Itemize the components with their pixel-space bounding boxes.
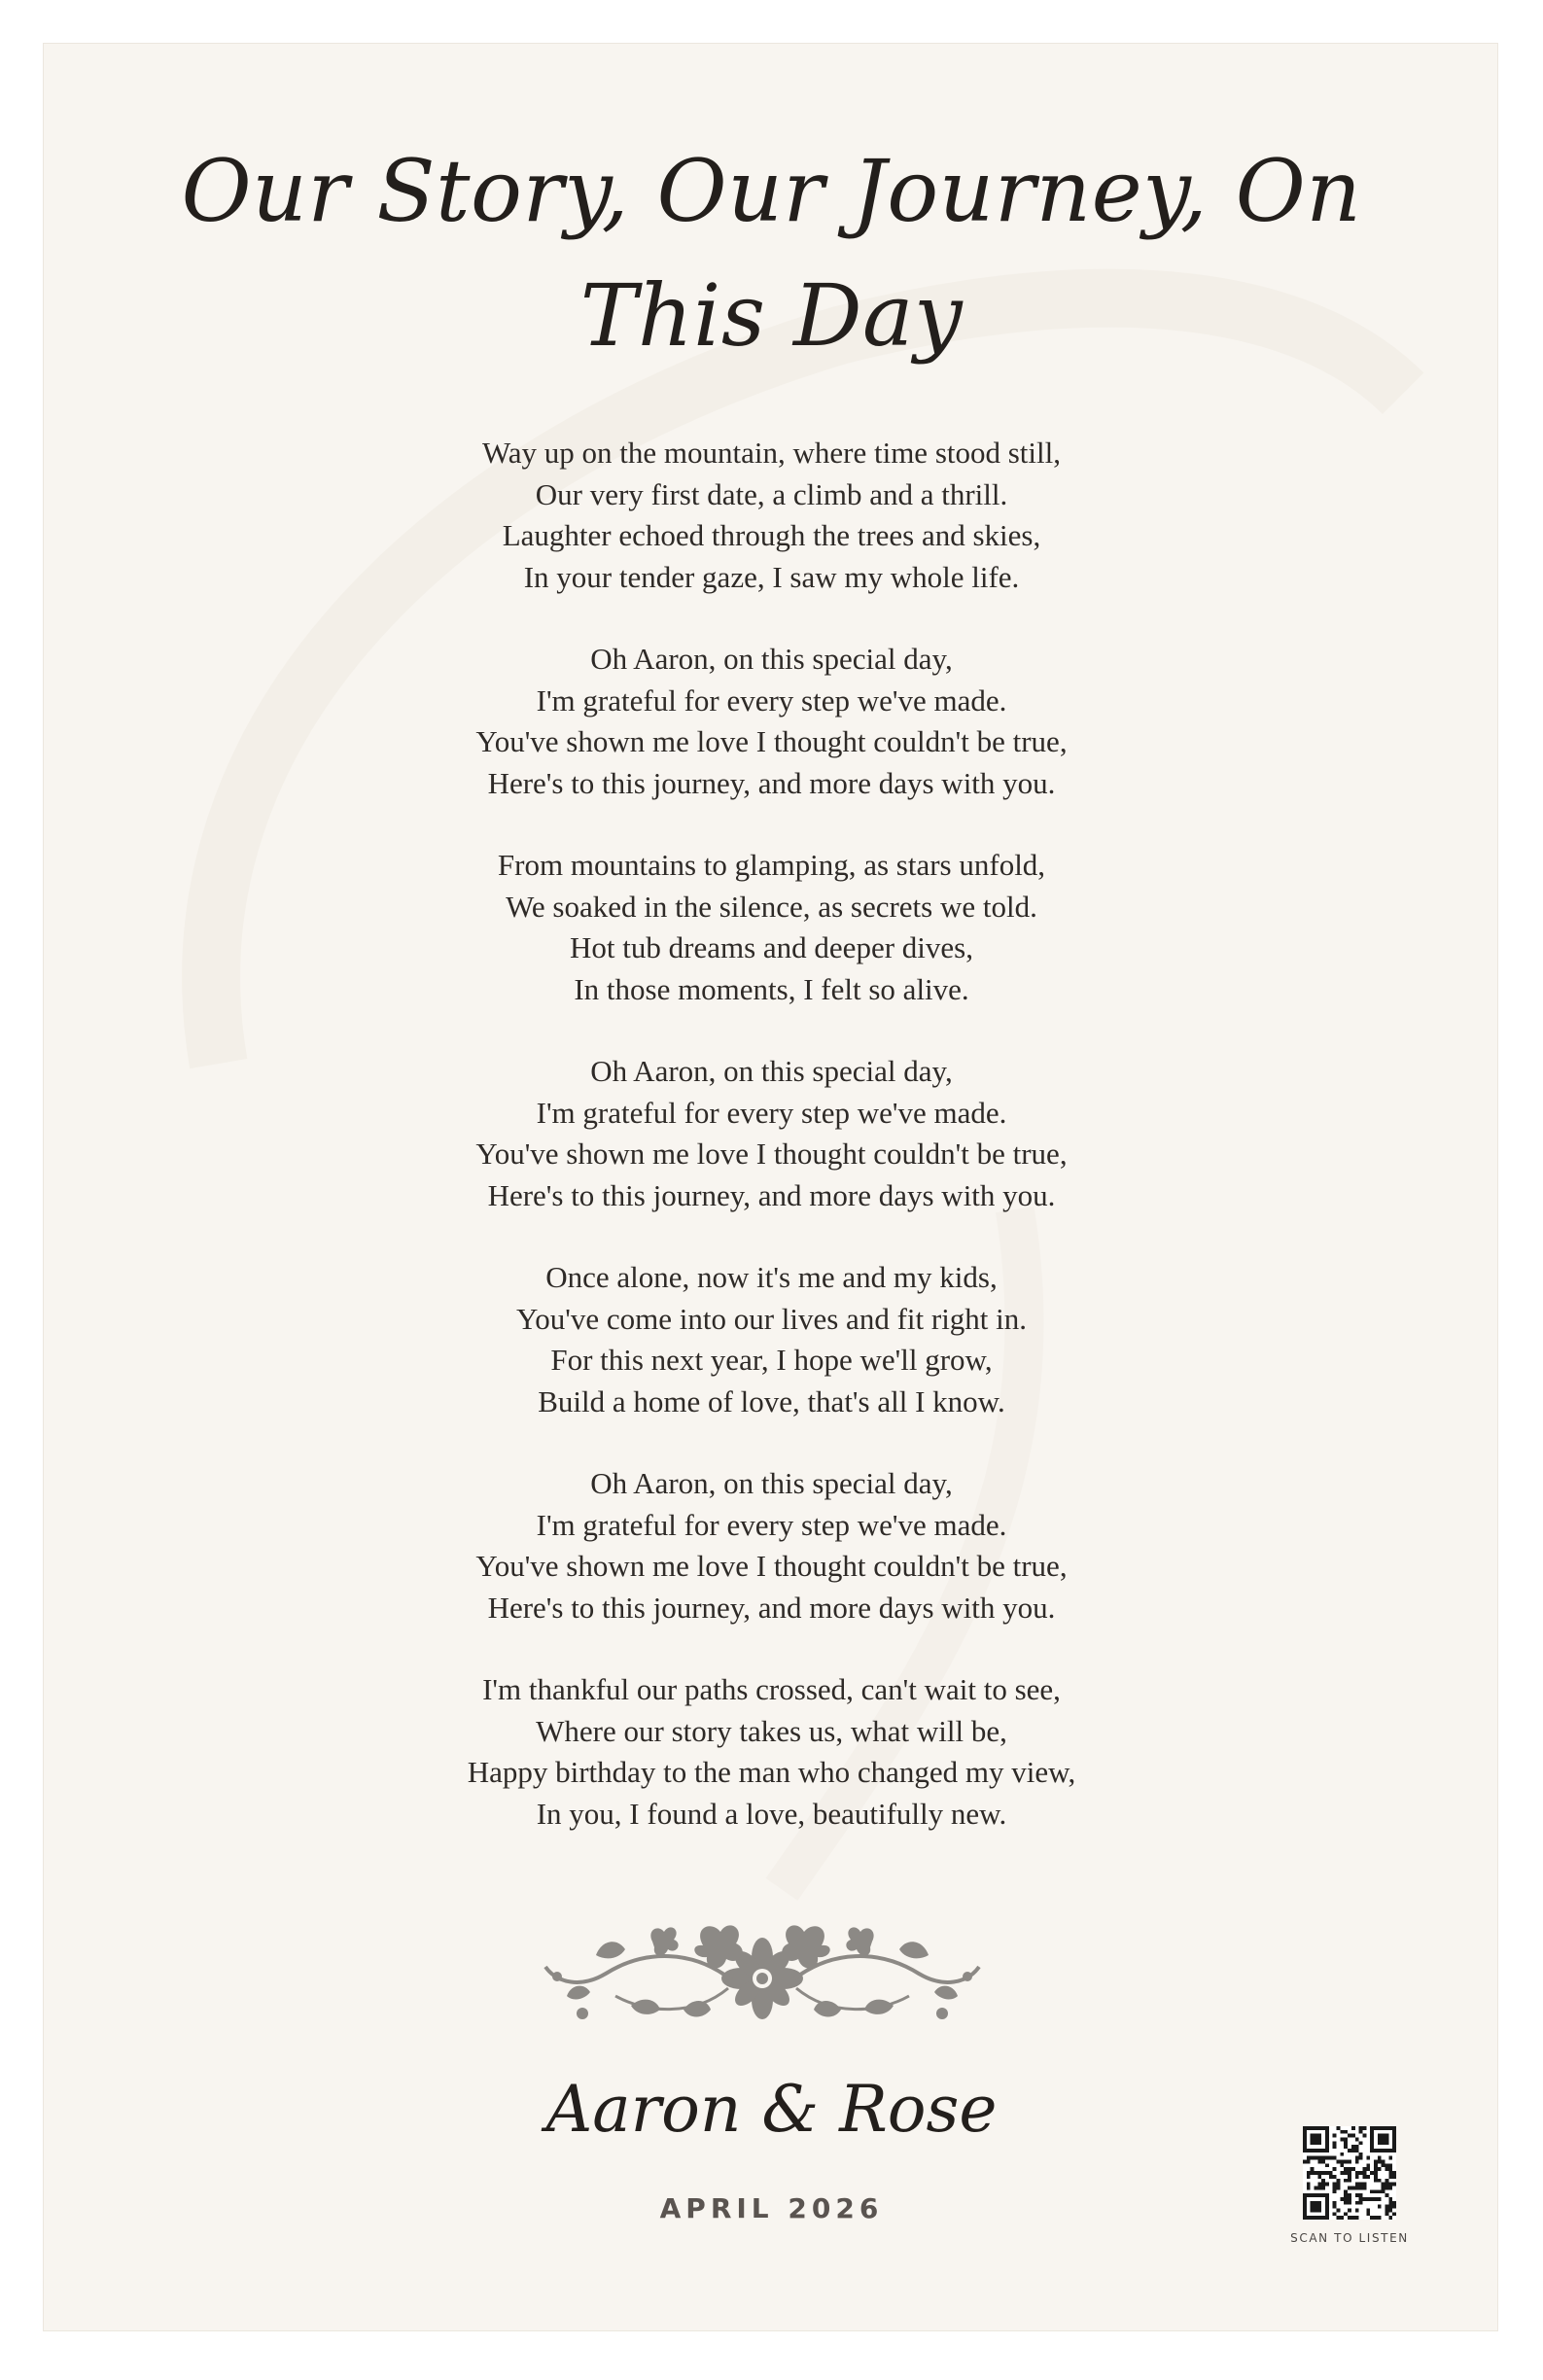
poem-line: Way up on the mountain, where time stood still, [481,436,1062,470]
poem-line: Our very first date, a climb and a thrill. [535,476,1008,511]
poem-stanza [238,1257,1305,1422]
poster-date: APRIL 2026 [659,2192,884,2224]
poem-line: Oh Aaron, on this special day, [590,642,953,676]
poem-line: You've shown me love I thought couldn't be true, [475,724,1068,758]
poem-line: You've shown me love I thought couldn't be true, [475,1137,1068,1171]
poem-line: You've shown me love I thought couldn't be true, [475,1549,1068,1583]
poem-line: Oh Aaron, on this special day, [590,1054,953,1088]
poem-stanza [238,1669,1305,1835]
poem-line: We soaked in the silence, as secrets we told. [506,889,1037,924]
poem-line: From mountains to glamping, as stars unfold, [497,848,1046,882]
poem-stanza [238,433,1305,598]
poem-line: Once alone, now it's me and my kids, [545,1260,998,1294]
poem-line: In those moments, I felt so alive. [574,971,969,1006]
poem-body [238,433,1305,1875]
poem-line: Laughter echoed through the trees and skies, [502,518,1041,552]
poem-title: Our Story, Our Journey, On This Day [181,141,1362,366]
poem-stanza [238,639,1305,804]
qr-code-block[interactable] [1267,2126,1432,2245]
poem-line: Here's to this journey, and more days with you. [487,1177,1056,1212]
poem-line: I'm thankful our paths crossed, can't wait to see, [482,1672,1061,1706]
poem-stanza [238,845,1305,1010]
qr-label: SCAN TO LISTEN [1290,2231,1409,2245]
poem-line: In you, I found a love, beautifully new. [536,1796,1007,1831]
poem-line: Build a home of love, that's all I know. [538,1383,1005,1418]
poem-line: Where our story takes us, what will be, [536,1713,1007,1748]
poem-line: I'm grateful for every step we've made. [536,1095,1007,1130]
poem-line: Here's to this journey, and more days with you. [487,1590,1056,1625]
poem-line: Here's to this journey, and more days with you. [487,765,1056,800]
poem-line: I'm grateful for every step we've made. [536,682,1007,718]
poem-line: Happy birthday to the man who changed my view, [467,1755,1076,1789]
poem-line: Oh Aaron, on this special day, [590,1466,953,1500]
poem-stanza [238,1051,1305,1216]
couple-names: Aaron & Rose [545,2072,998,2147]
poem-line: You've come into our lives and fit right in. [515,1301,1028,1336]
floral-divider-icon [538,1920,987,2037]
poem-line: In your tender gaze, I saw my whole life. [523,559,1020,594]
poem-line: I'm grateful for every step we've made. [536,1507,1007,1542]
poem-poster [43,43,1498,2331]
qr-code-icon[interactable] [1303,2126,1396,2220]
poem-stanza [238,1463,1305,1628]
poem-line: For this next year, I hope we'll grow, [550,1343,993,1377]
poem-line: Hot tub dreams and deeper dives, [570,930,973,964]
